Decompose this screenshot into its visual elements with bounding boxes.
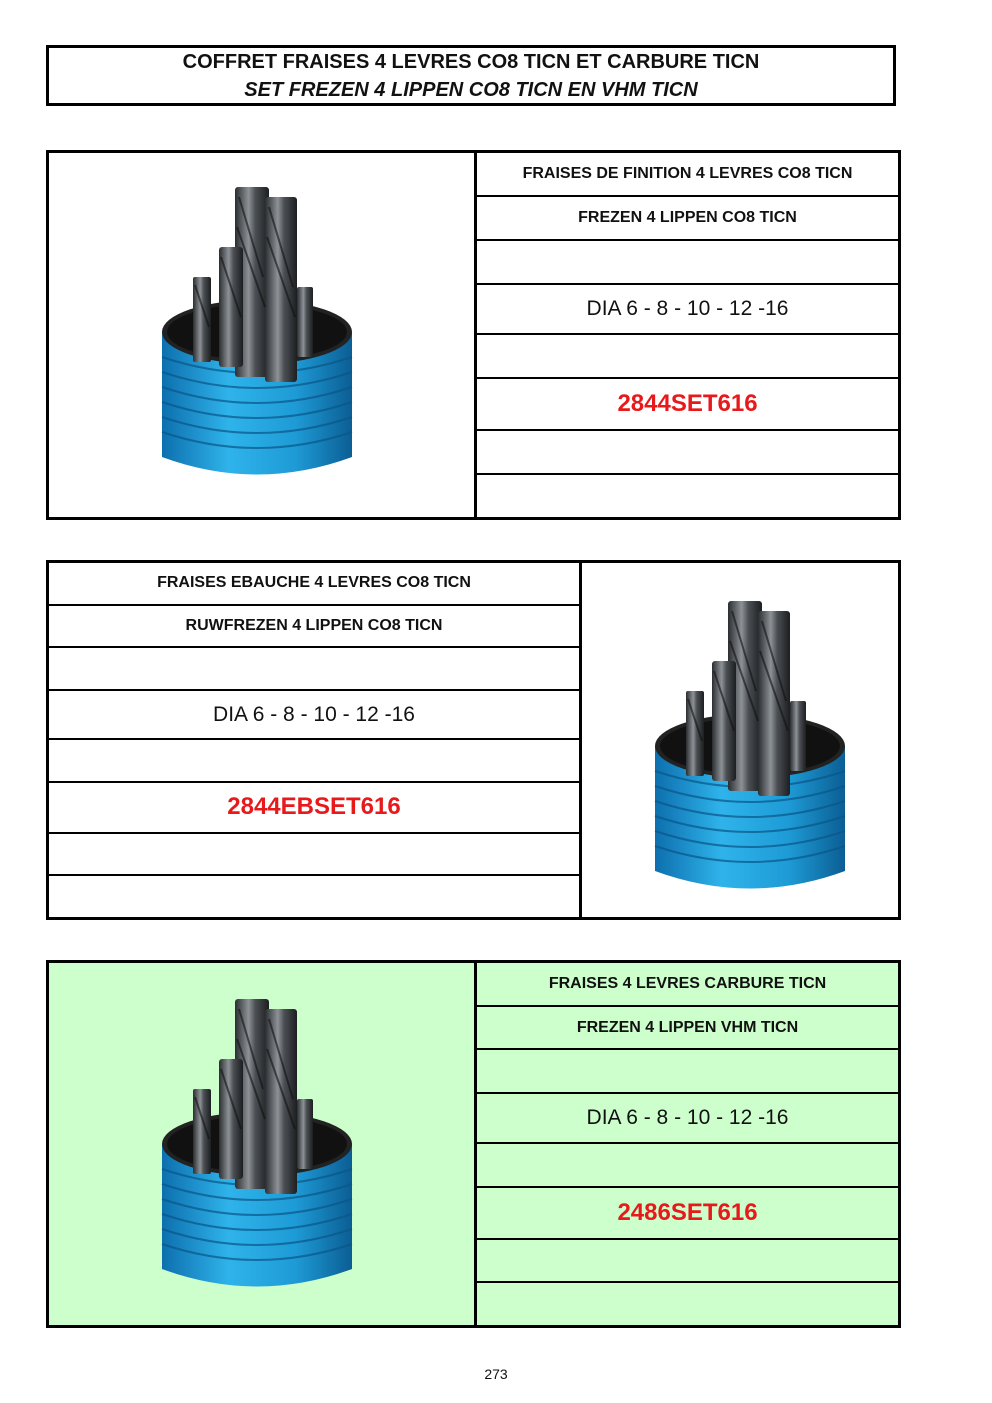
empty-row: [477, 1050, 898, 1094]
empty-row: [477, 1144, 898, 1188]
product-image-cell: [582, 563, 898, 917]
empty-row: [477, 1283, 898, 1325]
product-section-roughing: [46, 560, 901, 920]
carbide-mill-set-image: [157, 979, 357, 1289]
title-dutch: SET FREZEN 4 LIPPEN CO8 TICN EN VHM TICN: [244, 78, 698, 101]
label-dutch: FREZEN 4 LIPPEN VHM TICN: [477, 1007, 898, 1051]
product-info-table: [477, 963, 898, 1325]
product-image-cell: [49, 153, 477, 517]
article-code: 2486SET616: [477, 1188, 898, 1240]
roughing-mill-set-image: [650, 581, 850, 891]
article-code: 2844SET616: [477, 379, 898, 431]
diameter-list: DIA 6 - 8 - 10 - 12 -16: [477, 1094, 898, 1144]
label-french: FRAISES EBAUCHE 4 LEVRES CO8 TICN: [49, 563, 579, 606]
product-section-carbide: [46, 960, 901, 1328]
title-french: COFFRET FRAISES 4 LEVRES CO8 TICN ET CARBURE TICN: [182, 50, 760, 73]
end-mill-set-image: [157, 167, 357, 477]
label-dutch: RUWFREZEN 4 LIPPEN CO8 TICN: [49, 606, 579, 649]
product-info-table: [477, 153, 898, 517]
empty-row: [49, 834, 579, 877]
diameter-list: DIA 6 - 8 - 10 - 12 -16: [49, 691, 579, 740]
article-code: 2844EBSET616: [49, 783, 579, 834]
product-image-cell: [49, 963, 477, 1325]
product-info-table: [49, 563, 582, 917]
empty-row: [49, 876, 579, 917]
empty-row: [477, 241, 898, 285]
label-french: FRAISES DE FINITION 4 LEVRES CO8 TICN: [477, 153, 898, 197]
empty-row: [49, 648, 579, 691]
empty-row: [477, 475, 898, 517]
product-section-finishing: [46, 150, 901, 520]
label-french: FRAISES 4 LEVRES CARBURE TICN: [477, 963, 898, 1007]
empty-row: [477, 335, 898, 379]
diameter-list: DIA 6 - 8 - 10 - 12 -16: [477, 285, 898, 335]
empty-row: [477, 431, 898, 475]
label-dutch: FREZEN 4 LIPPEN CO8 TICN: [477, 197, 898, 241]
empty-row: [477, 1240, 898, 1284]
empty-row: [49, 740, 579, 783]
page-number: 273: [484, 1366, 508, 1382]
page-title-box: [46, 45, 896, 106]
